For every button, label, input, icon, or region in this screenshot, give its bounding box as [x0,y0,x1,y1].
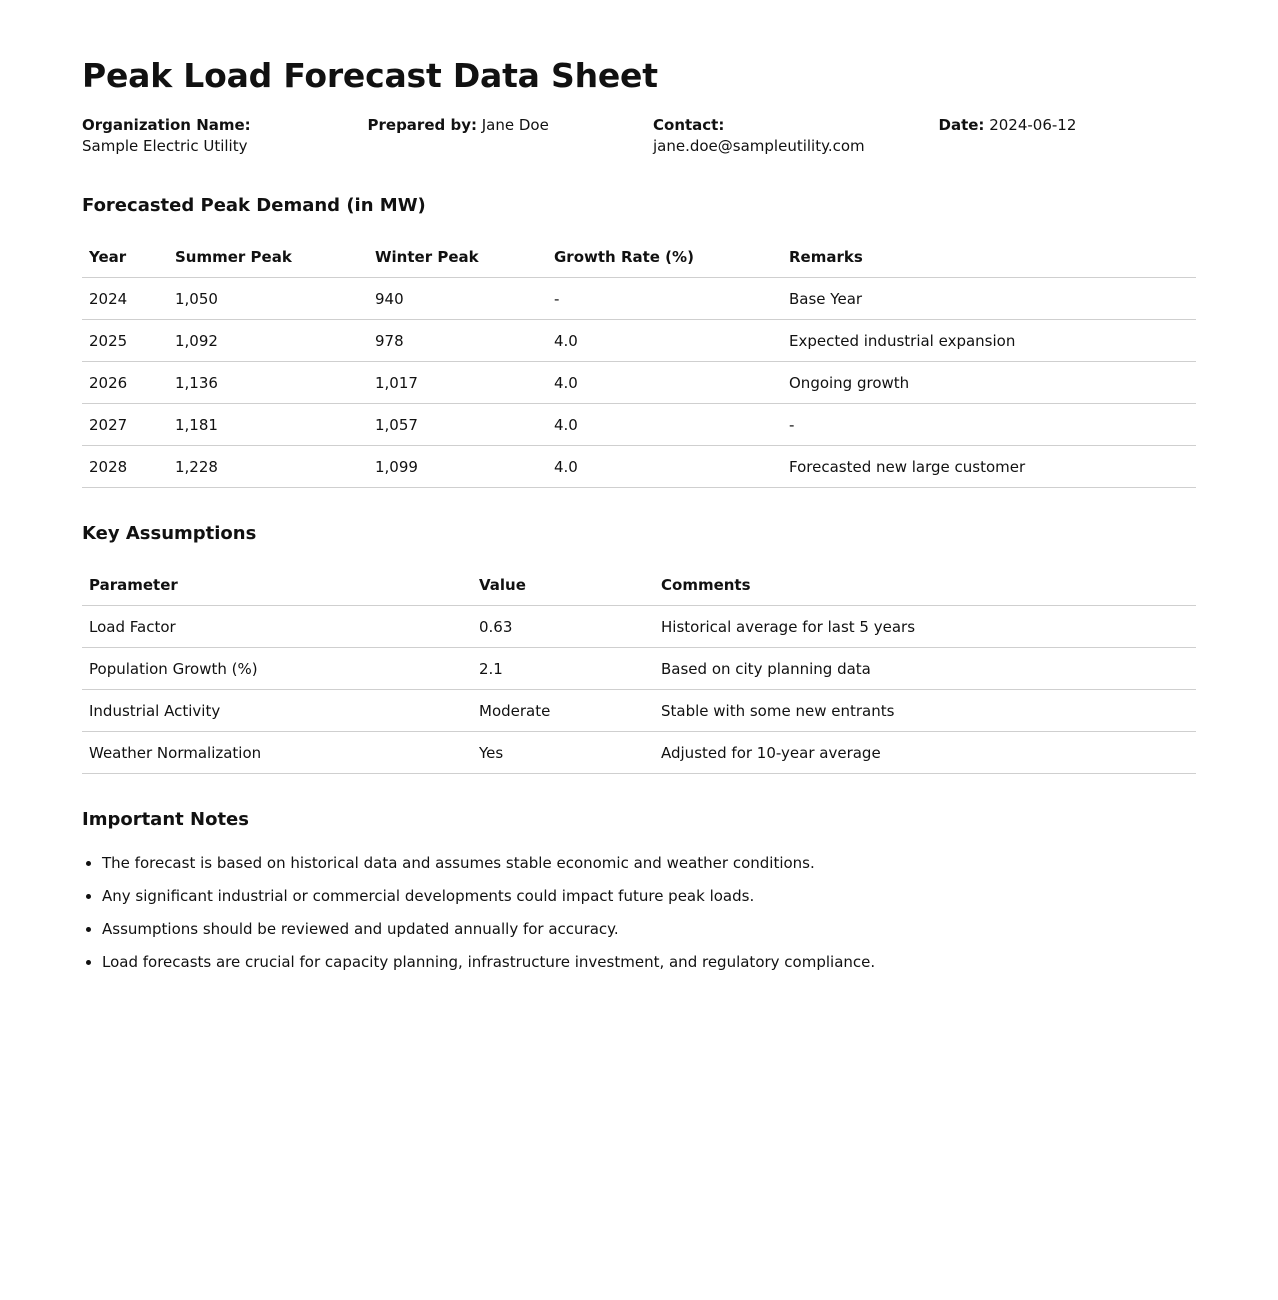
meta-contact-label: Contact: [653,116,725,134]
table-row [82,606,1196,648]
assumptions-cell-comments: Adjusted for 10-year average [654,732,1196,774]
assumptions-cell-parameter: Weather Normalization [82,732,472,774]
assumptions-header-row [82,565,1196,606]
forecast-cell-summer-peak: 1,050 [168,278,368,320]
list-item: • The forecast is based on historical data and assumes stable economic and weather conditions. [102,853,1196,874]
meta-date-label: Date: [938,116,985,134]
meta-prepared-by-label: Prepared by: [367,116,477,134]
forecast-cell-growth-rate: 4.0 [547,404,782,446]
meta-prepared-by-value: Jane Doe [481,116,549,134]
assumptions-col-value: Value [472,565,654,606]
meta-date [939,115,1197,157]
forecast-cell-winter-peak: 978 [368,320,547,362]
forecast-col-growth-rate: Growth Rate (%) [547,237,782,278]
assumptions-heading: Key Assumptions [82,523,257,544]
meta-prepared-by [368,115,654,157]
forecast-cell-summer-peak: 1,136 [168,362,368,404]
table-row [82,278,1196,320]
table-row [82,690,1196,732]
forecast-col-winter-peak: Winter Peak [368,237,547,278]
assumptions-cell-parameter: Industrial Activity [82,690,472,732]
meta-organization-value: Sample Electric Utility [82,137,248,155]
forecast-cell-summer-peak: 1,181 [168,404,368,446]
assumptions-cell-parameter: Load Factor [82,606,472,648]
forecast-col-summer-peak: Summer Peak [168,237,368,278]
forecast-col-remarks: Remarks [782,237,1196,278]
forecast-cell-winter-peak: 940 [368,278,547,320]
forecast-table [82,237,1196,488]
meta-contact-value: jane.doe@sampleutility.com [653,137,865,155]
table-row [82,446,1196,488]
list-item: • Any significant industrial or commercial developments could impact future peak loads. [102,886,1196,907]
assumptions-cell-value: 2.1 [472,648,654,690]
forecast-cell-year: 2026 [82,362,168,404]
page-title: Peak Load Forecast Data Sheet [82,56,658,95]
assumptions-cell-value: Moderate [472,690,654,732]
assumptions-cell-value: Yes [472,732,654,774]
forecast-cell-winter-peak: 1,017 [368,362,547,404]
forecast-cell-remarks: - [782,404,1196,446]
assumptions-col-parameter: Parameter [82,565,472,606]
assumptions-col-comments: Comments [654,565,1196,606]
forecast-heading: Forecasted Peak Demand (in MW) [82,195,426,216]
table-row [82,362,1196,404]
forecast-cell-remarks: Forecasted new large customer [782,446,1196,488]
assumptions-cell-comments: Based on city planning data [654,648,1196,690]
forecast-cell-winter-peak: 1,057 [368,404,547,446]
forecast-cell-growth-rate: 4.0 [547,320,782,362]
table-row [82,320,1196,362]
assumptions-cell-comments: Historical average for last 5 years [654,606,1196,648]
forecast-cell-year: 2025 [82,320,168,362]
meta-date-value: 2024-06-12 [989,116,1077,134]
forecast-cell-remarks: Ongoing growth [782,362,1196,404]
forecast-cell-remarks: Base Year [782,278,1196,320]
table-row [82,732,1196,774]
forecast-cell-summer-peak: 1,092 [168,320,368,362]
forecast-cell-growth-rate: 4.0 [547,446,782,488]
table-row [82,648,1196,690]
table-row [82,404,1196,446]
assumptions-cell-value: 0.63 [472,606,654,648]
forecast-cell-winter-peak: 1,099 [368,446,547,488]
forecast-cell-growth-rate: - [547,278,782,320]
list-item: • Assumptions should be reviewed and updated annually for accuracy. [102,919,1196,940]
assumptions-cell-parameter: Population Growth (%) [82,648,472,690]
notes-heading: Important Notes [82,809,249,830]
assumptions-cell-comments: Stable with some new entrants [654,690,1196,732]
forecast-cell-year: 2027 [82,404,168,446]
assumptions-table [82,565,1196,774]
forecast-cell-year: 2024 [82,278,168,320]
forecast-cell-remarks: Expected industrial expansion [782,320,1196,362]
forecast-header-row [82,237,1196,278]
forecast-col-year: Year [82,237,168,278]
notes-list [82,853,1196,973]
list-item: • Load forecasts are crucial for capacity planning, infrastructure investment, and regulatory compliance. [102,952,1196,973]
forecast-cell-summer-peak: 1,228 [168,446,368,488]
meta-organization [82,115,368,157]
meta-contact [653,115,939,157]
meta-organization-label: Organization Name: [82,116,251,134]
meta-info [82,115,1196,157]
forecast-cell-growth-rate: 4.0 [547,362,782,404]
forecast-cell-year: 2028 [82,446,168,488]
